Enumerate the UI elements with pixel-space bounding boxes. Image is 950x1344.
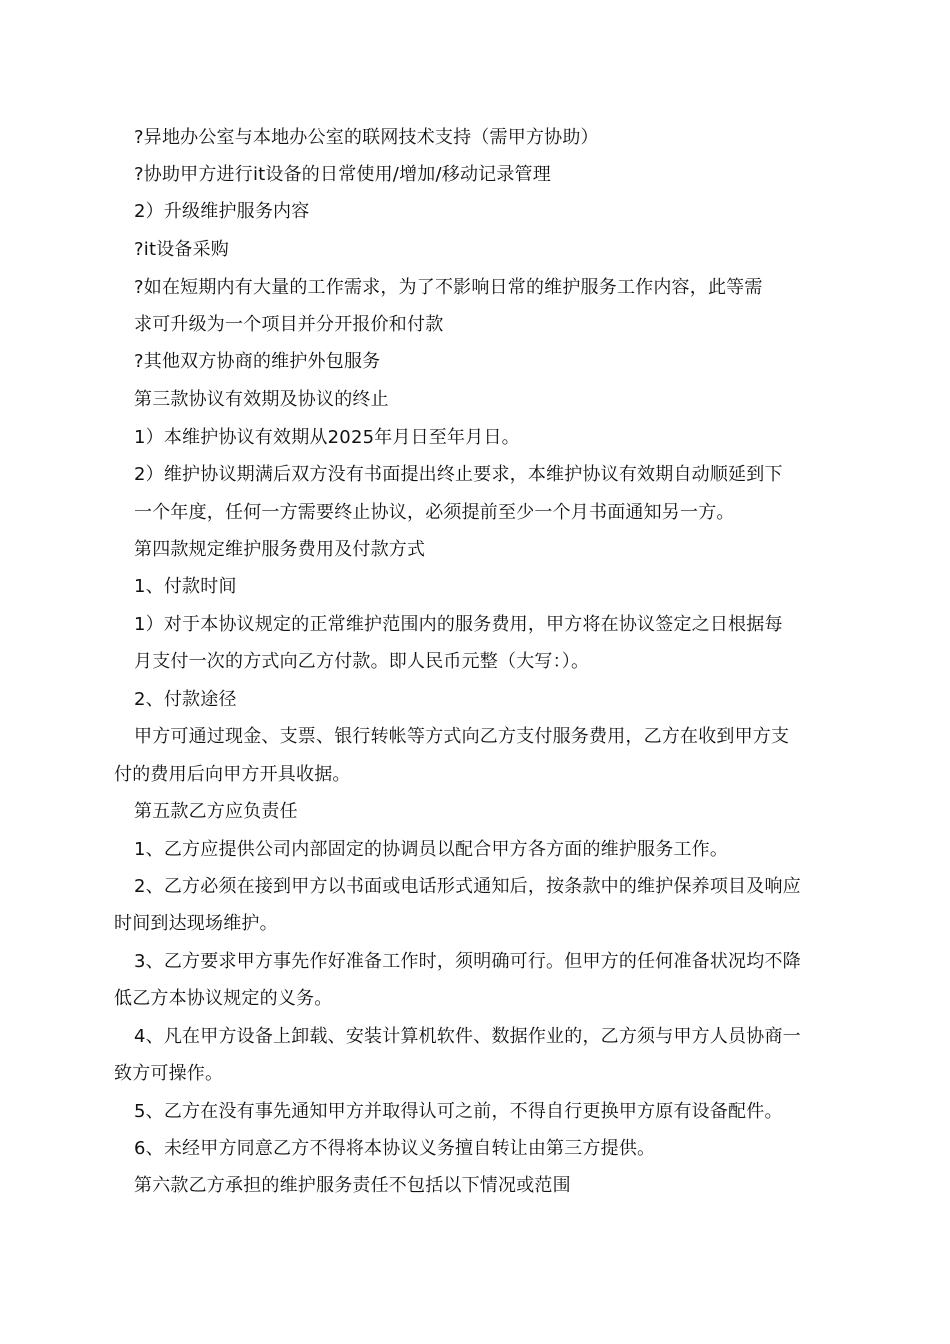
text-line: 1、乙方应提供公司内部固定的协调员以配合甲方各方面的维护服务工作。 — [134, 839, 729, 860]
text-line: ?如在短期内有大量的工作需求，为了不影响日常的维护服务工作内容，此等需 — [134, 277, 763, 298]
text-line: ?异地办公室与本地办公室的联网技术支持（需甲方协助） — [134, 127, 599, 148]
text-line: 2）维护协议期满后双方没有书面提出终止要求，本维护协议有效期自动顺延到下 — [134, 464, 783, 485]
text-line: 2、乙方必须在接到甲方以书面或电话形式通知后，按条款中的维护保养项目及响应 — [134, 876, 801, 897]
text-line: 月支付一次的方式向乙方付款。即人民币元整（大写：）。 — [134, 651, 590, 672]
text-line: 低乙方本协议规定的义务。 — [114, 988, 333, 1009]
text-line: 2、付款途径 — [134, 689, 237, 710]
text-line: 致方可操作。 — [114, 1063, 224, 1084]
text-line: 1）对于本协议规定的正常维护范围内的服务费用，甲方将在协议签定之日根据每 — [134, 614, 783, 635]
section-heading: 第三款协议有效期及协议的终止 — [134, 389, 389, 410]
section-heading: 第四款规定维护服务费用及付款方式 — [134, 539, 426, 560]
text-line: 5、乙方在没有事先通知甲方并取得认可之前，不得自行更换甲方原有设备配件。 — [134, 1101, 783, 1122]
text-line: 时间到达现场维护。 — [114, 913, 278, 934]
text-line: 1）本维护协议有效期从2025年月日至年月日。 — [134, 427, 520, 448]
text-line: 付的费用后向甲方开具收据。 — [114, 764, 351, 785]
text-line: 3、乙方要求甲方事先作好准备工作时，须明确可行。但甲方的任何准备状况均不降 — [134, 951, 801, 972]
text-line: ?it设备采购 — [134, 239, 230, 260]
text-line: 1、付款时间 — [134, 576, 237, 597]
text-line: 6、未经甲方同意乙方不得将本协议义务擅自转让由第三方提供。 — [134, 1138, 656, 1159]
section-heading: 第五款乙方应负责任 — [134, 801, 298, 822]
text-line: 一个年度，任何一方需要终止协议，必须提前至少一个月书面通知另一方。 — [134, 502, 735, 523]
text-line: 2）升级维护服务内容 — [134, 201, 310, 222]
text-line: 4、凡在甲方设备上卸载、安装计算机软件、数据作业的，乙方须与甲方人员协商一 — [134, 1026, 801, 1047]
text-line: ?协助甲方进行it设备的日常使用/增加/移动记录管理 — [134, 164, 551, 185]
section-heading: 第六款乙方承担的维护服务责任不包括以下情况或范围 — [134, 1175, 571, 1196]
text-line: ?其他双方协商的维护外包服务 — [134, 351, 381, 372]
text-line: 求可升级为一个项目并分开报价和付款 — [134, 314, 444, 335]
text-line: 甲方可通过现金、支票、银行转帐等方式向乙方支付服务费用，乙方在收到甲方支 — [134, 726, 790, 747]
